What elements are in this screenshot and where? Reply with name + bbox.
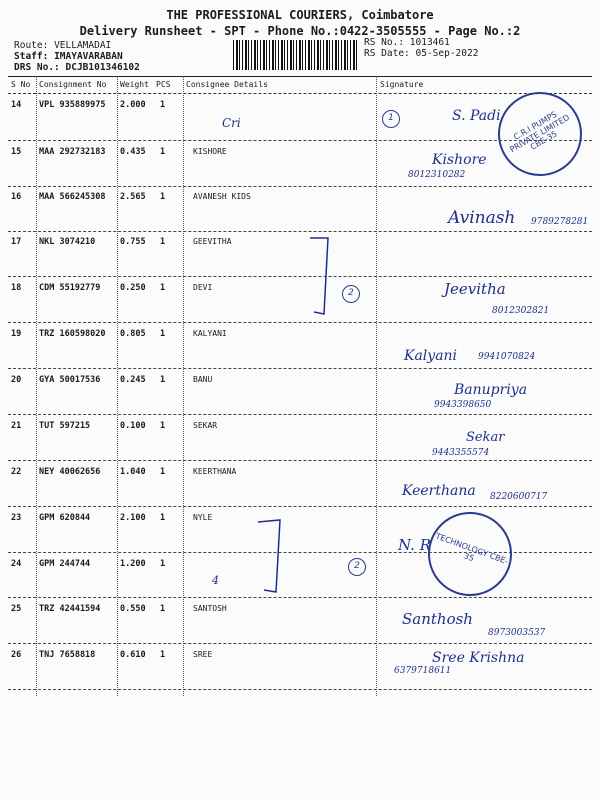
row-sno: 18 [11, 283, 22, 293]
row-sno: 25 [11, 604, 22, 614]
company-stamp: TECHNOLOGY CBE-35 [416, 500, 524, 608]
barcode [233, 40, 358, 70]
row-weight: 0.250 [120, 283, 146, 293]
row-pcs: 1 [160, 147, 166, 157]
row-weight: 0.100 [120, 421, 146, 431]
row-sno: 15 [11, 147, 22, 157]
row-divider [8, 689, 592, 690]
row-sno: 14 [11, 100, 22, 110]
row-pcs: 1 [160, 467, 166, 477]
row-weight: 2.565 [120, 192, 146, 202]
row-pcs: 1 [160, 650, 166, 660]
route-value: VELLAMADAI [54, 40, 112, 51]
circled-number: 2 [348, 558, 366, 576]
row-sno: 23 [11, 513, 22, 523]
circled-number: 1 [382, 110, 400, 128]
row-weight: 0.245 [120, 375, 146, 385]
row-consignment-no: NEY 40062656 [39, 467, 101, 477]
row-weight: 0.550 [120, 604, 146, 614]
row-consignee: SANTOSH [193, 604, 227, 613]
handwritten-note: Cri [222, 116, 241, 130]
header-consignment: Consignment No [39, 80, 107, 89]
row-divider [8, 460, 592, 461]
row-sno: 24 [11, 559, 22, 569]
handwritten-phone: 9443355574 [432, 448, 490, 458]
route-label: Route: [14, 40, 49, 51]
row-sno: 17 [11, 237, 22, 247]
row-pcs: 1 [160, 100, 166, 110]
header-signature: Signature [380, 80, 424, 89]
row-consignee: GEEVITHA [193, 237, 232, 246]
row-pcs: 1 [160, 375, 166, 385]
rs-date-value: 05-Sep-2022 [415, 48, 479, 59]
row-divider [8, 597, 592, 598]
handwritten-signature: Sekar [466, 430, 505, 445]
handwritten-signature: Kishore [432, 152, 487, 168]
row-sno: 19 [11, 329, 22, 339]
row-pcs: 1 [160, 329, 166, 339]
drs-line [14, 62, 140, 73]
row-pcs: 1 [160, 283, 166, 293]
row-consignment-no: TRZ 42441594 [39, 604, 101, 614]
row-consignment-no: CDM 55192779 [39, 283, 101, 293]
rs-no-label: RS No.: [364, 37, 405, 48]
row-consignment-no: GYA 50017536 [39, 375, 101, 385]
row-weight: 1.040 [120, 467, 146, 477]
row-weight: 1.200 [120, 559, 146, 569]
row-pcs: 1 [160, 604, 166, 614]
handwritten-signature: S. Padi [452, 108, 501, 124]
row-divider [8, 506, 592, 507]
staff-value: IMAYAVARABAN [54, 51, 123, 62]
row-pcs: 1 [160, 559, 166, 569]
page-subtitle: Delivery Runsheet - SPT - Phone No.:0422-3505555 - Page No.:2 [79, 24, 521, 38]
row-pcs: 1 [160, 237, 166, 247]
row-consignee: KEERTHANA [193, 467, 237, 476]
row-pcs: 1 [160, 192, 166, 202]
row-sno: 20 [11, 375, 22, 385]
handwritten-signature: Keerthana [402, 483, 476, 499]
handwritten-phone: 9943398650 [434, 400, 492, 410]
table-top-rule [8, 76, 592, 77]
row-divider [8, 643, 592, 644]
row-pcs: 1 [160, 421, 166, 431]
handwritten-phone: 8012310282 [408, 170, 466, 180]
row-sno: 16 [11, 192, 22, 202]
rs-date-line [364, 48, 478, 59]
handwritten-signature: N. R [398, 536, 431, 554]
row-consignment-no: TUT 597215 [39, 421, 91, 431]
bracket-mark [254, 518, 294, 598]
drs-label: DRS No.: [14, 62, 60, 73]
drs-value: DCJB101346102 [65, 62, 140, 73]
row-divider [8, 186, 592, 187]
row-consignment-no: VPL 935889975 [39, 100, 106, 110]
row-divider [8, 368, 592, 369]
row-weight: 0.610 [120, 650, 146, 660]
col-divider [183, 76, 184, 696]
header-consignee: Consignee Details [186, 80, 268, 89]
row-sno: 21 [11, 421, 22, 431]
circled-number: 2 [342, 285, 360, 303]
handwritten-signature: Kalyani [404, 348, 458, 364]
handwritten-phone: 8973003537 [488, 628, 546, 638]
staff-label: Staff: [14, 51, 49, 62]
col-divider [117, 76, 118, 696]
row-divider [8, 322, 592, 323]
row-weight: 2.100 [120, 513, 146, 523]
row-consignee: AVANESH KIDS [193, 192, 251, 201]
header-sno: S No [11, 80, 31, 89]
col-divider [36, 76, 37, 696]
header-pcs: PCS [156, 80, 171, 89]
handwritten-signature: Banupriya [454, 382, 528, 398]
row-consignee: SREE [193, 650, 213, 659]
handwritten-signature: Santhosh [402, 610, 473, 628]
row-divider [8, 231, 592, 232]
handwritten-phone: 8012302821 [492, 306, 550, 316]
bracket-mark [300, 236, 340, 316]
row-consignment-no: TRZ 160598020 [39, 329, 106, 339]
row-weight: 0.435 [120, 147, 146, 157]
row-consignee: NYLE [193, 513, 213, 522]
company-stamp: C.R.I PUMPS PRIVATE LIMITED CBE-35 [483, 77, 598, 192]
row-consignee: KALYANI [193, 329, 227, 338]
row-consignment-no: TNJ 7658818 [39, 650, 96, 660]
rs-date-label: RS Date: [364, 48, 410, 59]
row-divider [8, 414, 592, 415]
handwritten-signature: Jeevitha [444, 280, 506, 298]
row-sno: 22 [11, 467, 22, 477]
page-title: THE PROFESSIONAL COURIERS, Coimbatore [166, 8, 434, 22]
row-consignment-no: MAA 292732183 [39, 147, 106, 157]
row-consignment-no: NKL 3074210 [39, 237, 96, 247]
row-consignment-no: MAA 566245308 [39, 192, 106, 202]
rs-no-value: 1013461 [409, 37, 450, 48]
rs-no-line [364, 37, 450, 48]
row-pcs: 1 [160, 513, 166, 523]
handwritten-phone: 6379718611 [394, 666, 452, 676]
row-weight: 0.805 [120, 329, 146, 339]
row-consignee: KISHORE [193, 147, 227, 156]
header-weight: Weight [120, 80, 149, 89]
row-consignment-no: GPM 620844 [39, 513, 91, 523]
col-divider [376, 76, 377, 696]
row-consignee: SEKAR [193, 421, 218, 430]
route-line [14, 40, 111, 51]
handwritten-signature: Avinash [448, 208, 516, 228]
row-weight: 2.000 [120, 100, 146, 110]
handwritten-phone: 9941070824 [478, 352, 536, 362]
handwritten-phone: 9789278281 [531, 217, 589, 227]
handwritten-note: 4 [212, 574, 219, 587]
row-consignment-no: GPM 244744 [39, 559, 91, 569]
handwritten-signature: Sree Krishna [432, 650, 525, 666]
staff-line [14, 51, 123, 62]
row-consignee: DEVI [193, 283, 213, 292]
row-weight: 0.755 [120, 237, 146, 247]
row-sno: 26 [11, 650, 22, 660]
handwritten-phone: 8220600717 [490, 492, 548, 502]
table-header-rule [8, 93, 592, 94]
row-consignee: BANU [193, 375, 213, 384]
